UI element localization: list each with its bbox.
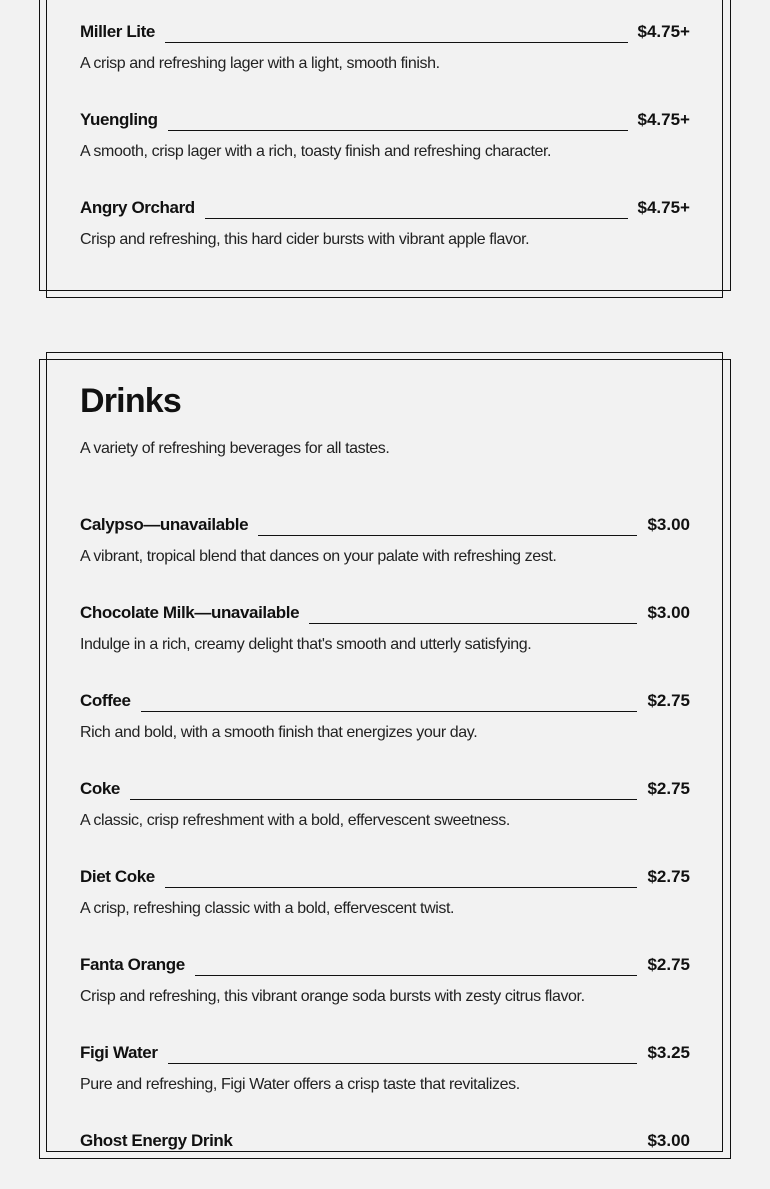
menu-item <box>80 196 690 256</box>
menu-item-price: $4.75+ <box>637 22 690 41</box>
menu-item-header <box>80 865 690 889</box>
menu-item-name: Diet Coke <box>80 867 155 886</box>
menu-item-header <box>80 20 690 44</box>
leader-line <box>141 711 638 712</box>
menu-item-name: Angry Orchard <box>80 198 195 217</box>
leader-line <box>168 130 628 131</box>
leader-line <box>242 1151 637 1152</box>
menu-item <box>80 601 690 661</box>
card-inner-border <box>46 352 723 1152</box>
menu-item-name: Yuengling <box>80 110 158 129</box>
menu-item-name: Coke <box>80 779 120 798</box>
menu-item-name: Ghost Energy Drink <box>80 1131 233 1150</box>
menu-item <box>80 1041 690 1101</box>
menu-item <box>80 513 690 573</box>
menu-item-price: $4.75+ <box>637 198 690 217</box>
menu-item-name: Miller Lite <box>80 22 155 41</box>
menu-item-name: Fanta Orange <box>80 955 185 974</box>
menu-item <box>80 20 690 80</box>
menu-item-header <box>80 953 690 977</box>
leader-line <box>165 42 628 43</box>
menu-item-name: Figi Water <box>80 1043 158 1062</box>
menu-item-description: Indulge in a rich, creamy delight that's smooth and utterly satisfying. <box>80 636 532 653</box>
leader-line <box>130 799 637 800</box>
menu-item <box>80 865 690 925</box>
menu-item-description: Rich and bold, with a smooth finish that energizes your day. <box>80 724 478 741</box>
leader-line <box>258 535 637 536</box>
leader-line <box>195 975 638 976</box>
menu-item-name: Calypso—unavailable <box>80 515 249 534</box>
menu-item-description: A vibrant, tropical blend that dances on your palate with refreshing zest. <box>80 548 557 565</box>
menu-item-header <box>80 1041 690 1065</box>
menu-item-description: Crisp and refreshing, this hard cider bursts with vibrant apple flavor. <box>80 231 530 248</box>
menu-item-description: Crisp and refreshing, this vibrant orange soda bursts with zesty citrus flavor. <box>80 988 585 1005</box>
menu-item-price: $3.00 <box>647 515 690 534</box>
menu-item-price: $4.75+ <box>637 110 690 129</box>
menu-item-header <box>80 601 690 625</box>
leader-line <box>165 887 638 888</box>
menu-item-description: A smooth, crisp lager with a rich, toasty finish and refreshing character. <box>80 143 552 160</box>
section-title: Drinks <box>80 382 182 420</box>
leader-line <box>309 623 637 624</box>
menu-item <box>80 777 690 837</box>
menu-item-description: A classic, crisp refreshment with a bold, effervescent sweetness. <box>80 812 510 829</box>
menu-item <box>80 1129 690 1189</box>
menu-item-name: Chocolate Milk—unavailable <box>80 603 300 622</box>
menu-item-name: Coffee <box>80 691 131 710</box>
menu-item-price: $3.25 <box>647 1043 690 1062</box>
menu-item-price: $3.00 <box>647 603 690 622</box>
menu-item-description: A crisp, refreshing classic with a bold, effervescent twist. <box>80 900 455 917</box>
menu-item-header <box>80 196 690 220</box>
menu-item-header <box>80 513 690 537</box>
menu-item-header <box>80 108 690 132</box>
menu-item <box>80 953 690 1013</box>
menu-item-price: $2.75 <box>647 867 690 886</box>
menu-item-header <box>80 689 690 713</box>
leader-line <box>168 1063 638 1064</box>
menu-item-price: $3.00 <box>647 1131 690 1150</box>
menu-item-header <box>80 1129 690 1153</box>
menu-item-price: $2.75 <box>647 779 690 798</box>
menu-item-price: $2.75 <box>647 691 690 710</box>
menu-item <box>80 689 690 749</box>
section-subtitle: A variety of refreshing beverages for all tastes. <box>80 440 390 457</box>
menu-item-header <box>80 777 690 801</box>
menu-item <box>80 108 690 168</box>
leader-line <box>205 218 628 219</box>
menu-item-price: $2.75 <box>647 955 690 974</box>
menu-item-description: Pure and refreshing, Figi Water offers a crisp taste that revitalizes. <box>80 1076 520 1093</box>
menu-item-description: A crisp and refreshing lager with a light, smooth finish. <box>80 55 440 72</box>
